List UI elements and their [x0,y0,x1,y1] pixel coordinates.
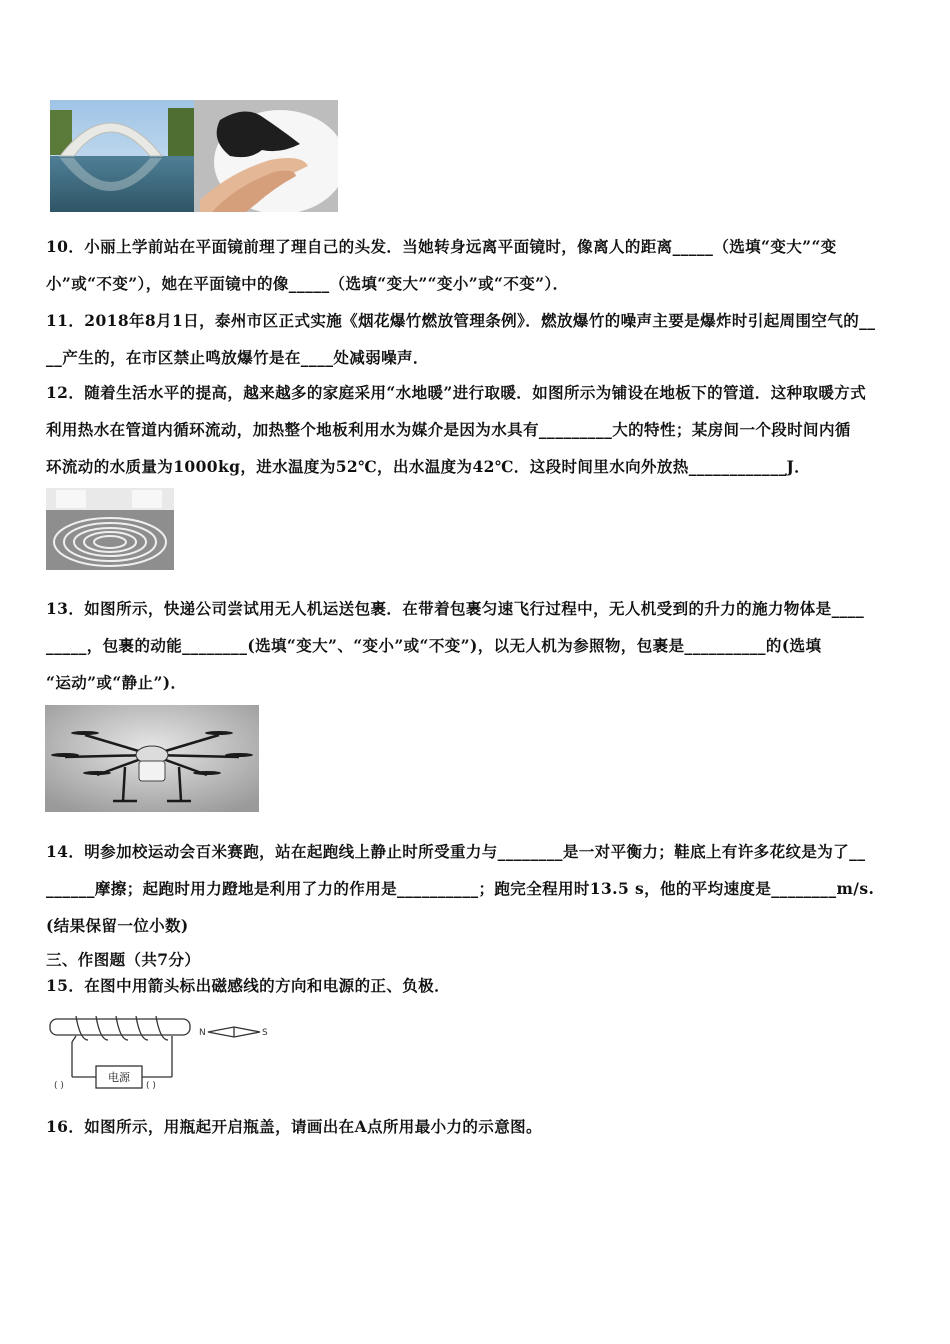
needle-s-label: S [262,1028,268,1038]
q14-line3: (结果保留一位小数) [46,916,189,935]
bridge-shadow-figure [50,100,338,212]
right-pole-blank: ( ) [146,1081,156,1091]
section3-heading: 三、作图题（共7分） [46,950,201,969]
q13-line3: “运动”或“静止”)． [46,673,187,692]
left-pole-blank: ( ) [54,1081,64,1091]
q11-line2: __产生的，在市区禁止鸣放爆竹是在____处减弱噪声． [46,348,429,367]
needle-n-label: N [199,1028,206,1038]
q12-line1: 12．随着生活水平的提高，越来越多的家庭采用“水地暖”进行取暖．如图所示为铺设在地板下的管道．这种取暖方式 [46,383,867,402]
q12-line2: 利用热水在管道内循环流动，加热整个地板利用水为媒介是因为水具有_________大的特性；某房间一个段时间内循 [46,420,851,439]
solenoid-circuit-figure [46,1006,276,1092]
power-source-label: 电源 [108,1071,130,1084]
q12-line3: 环流动的水质量为1000kg，进水温度为52℃，出水温度为42℃．这段时间里水向外放热____________J． [46,457,811,476]
q10-line2: 小”或“不变”），她在平面镜中的像_____（选填“变大”“变小”或“不变”）． [46,274,569,293]
floor-heating-figure [46,488,174,570]
q15-text: 15．在图中用箭头标出磁感线的方向和电源的正、负极． [46,976,450,995]
q16-text: 16．如图所示，用瓶起开启瓶盖，请画出在A点所用最小力的示意图。 [46,1117,542,1136]
q11-line1: 11．2018年8月1日，泰州市区正式实施《烟花爆竹燃放管理条例》．燃放爆竹的噪声主要是爆炸时引起周围空气的__ [46,311,876,330]
q14-line2: ______摩擦；起跑时用力蹬地是利用了力的作用是__________；跑完全程用时13.5 s，他的平均速度是________m/s. [46,879,875,898]
q13-line2: _____，包裹的动能________(选填“变大”、“变小”或“不变”)，以无人机为参照物，包裹是__________的(选填 [46,636,822,655]
drone-figure [45,705,259,812]
q14-line1: 14．明参加校运动会百米赛跑，站在起跑线上静止时所受重力与________是一对平衡力；鞋底上有许多花纹是为了__ [46,842,866,861]
q13-line1: 13．如图所示，快递公司尝试用无人机运送包裹．在带着包裹匀速飞行过程中，无人机受到的升力的施力物体是____ [46,599,865,618]
q10-line1: 10．小丽上学前站在平面镜前理了理自己的头发．当她转身远离平面镜时，像离人的距离_____（选填“变大”“变 [46,237,837,256]
